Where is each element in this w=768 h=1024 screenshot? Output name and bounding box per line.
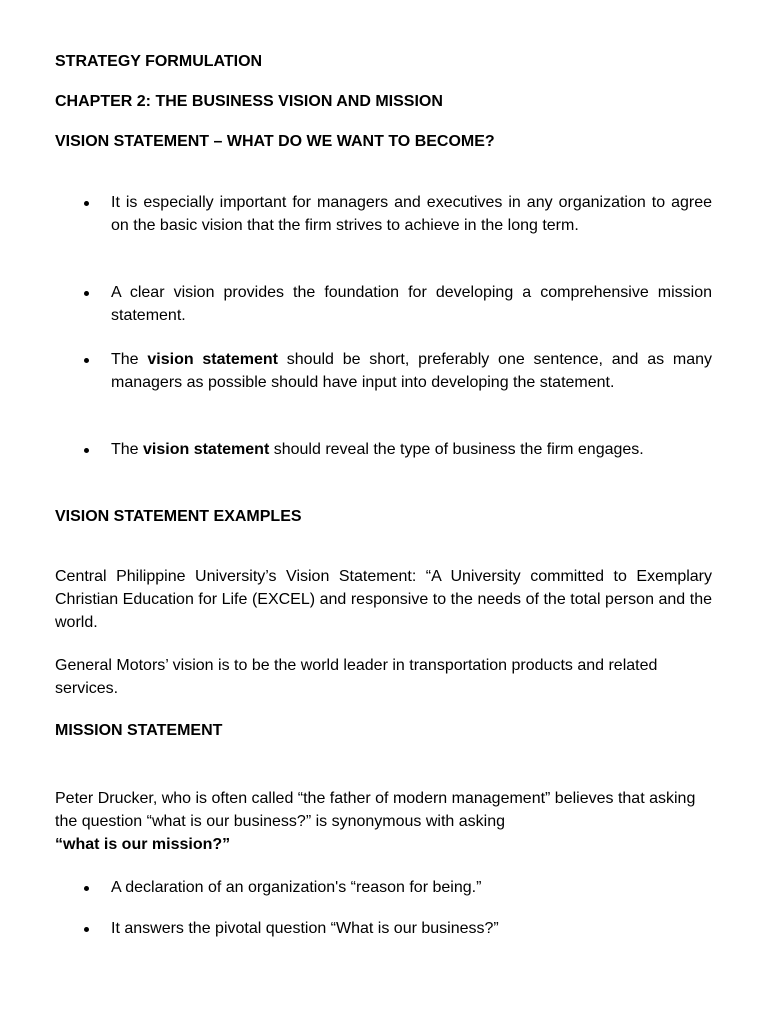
bullet-icon <box>84 927 89 932</box>
mission-heading: MISSION STATEMENT <box>55 722 223 739</box>
list-item <box>55 877 712 900</box>
bullet-icon <box>84 886 89 891</box>
mission-question: “what is our mission?” <box>55 836 231 853</box>
examples-heading: VISION STATEMENT EXAMPLES <box>55 508 302 525</box>
list-item <box>55 439 712 462</box>
chapter-heading: CHAPTER 2: THE BUSINESS VISION AND MISSION <box>55 93 443 110</box>
list-item <box>55 282 712 327</box>
drucker-paragraph: Peter Drucker, who is often called “the father of modern management” believes that asking the question “what is our business?” is synonymous with asking “what is our mission?” <box>55 790 696 853</box>
bullet-text: It is especially important for managers and executives in any organization to agree on the basic vision that the firm strives to achieve in the long term. <box>111 194 712 234</box>
bullet-icon <box>84 201 89 206</box>
vision-heading: VISION STATEMENT – WHAT DO WE WANT TO BECOME? <box>55 133 495 150</box>
list-item <box>55 918 712 941</box>
document-title: STRATEGY FORMULATION <box>55 53 263 70</box>
example-cpu-paragraph: Central Philippine University’s Vision Statement: “A University committed to Exemplary Christian Education for Life (EXCEL) and responsive to the needs of the total person and the world. <box>55 568 712 631</box>
vision-statement-term: vision statement <box>143 441 270 458</box>
bullet-text: It answers the pivotal question “What is our business?” <box>111 920 499 937</box>
example-gm-paragraph: General Motors’ vision is to be the world leader in transportation products and related services. <box>55 657 658 697</box>
bullet-icon <box>84 291 89 296</box>
bullet-text: A declaration of an organization's “reason for being.” <box>111 879 482 896</box>
bullet-icon <box>84 358 89 363</box>
bullet-text: The vision statement should reveal the type of business the firm engages. <box>111 441 644 458</box>
list-item <box>55 349 712 394</box>
bullet-icon <box>84 448 89 453</box>
vision-statement-term: vision statement <box>147 351 278 368</box>
bullet-text: A clear vision provides the foundation for developing a comprehensive mission statement. <box>111 284 712 324</box>
bullet-text: The vision statement should be short, preferably one sentence, and as many managers as possible should have input into developing the statement. <box>111 351 713 391</box>
list-item <box>55 192 712 237</box>
